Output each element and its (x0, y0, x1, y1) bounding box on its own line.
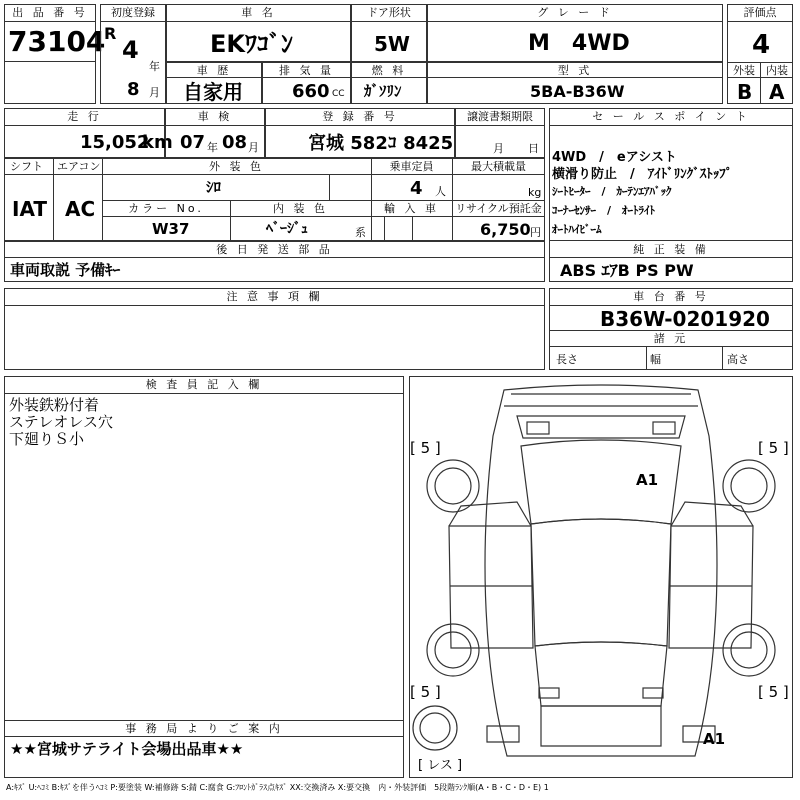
car-diagram (409, 376, 793, 778)
history-header: 車 歴 (196, 64, 232, 77)
reg-year-unit: 年 (149, 60, 160, 73)
inspection-month: 08 (222, 132, 248, 153)
legend: A:ｷｽﾞ U:ﾍｺﾐ B:ｷｽﾞを伴うﾍｺﾐ P:要塗装 W:補修跡 S:錆 C:腐食 G:ﾌﾛﾝﾄｶﾞﾗｽ点ｷｽﾞ XX:交換済み X:要交換 内・外装評価 5段階ﾗﾝｸ順(A・B・C・D・E) 1 (6, 783, 549, 792)
interior-header: 内装 (766, 64, 788, 77)
divider (4, 61, 96, 62)
max-load-header: 最大積載量 (471, 160, 526, 173)
displacement-unit: CC (332, 89, 345, 99)
spec-height: 高さ (727, 353, 749, 366)
color-header: 外 装 色 (209, 160, 264, 173)
office-message: ★★宮城サテライト会場出品車★★ (10, 740, 244, 758)
fuel-header: 燃 料 (371, 64, 407, 77)
history: 自家用 (183, 80, 243, 104)
door-type: 5W (374, 32, 410, 56)
divider (102, 216, 545, 217)
exterior-header: 外装 (733, 64, 755, 77)
deadline-header: 譲渡書類期限 (467, 110, 533, 123)
sales-point-line: ｵｰﾄﾊｲﾋﾞｰﾑ (552, 223, 602, 236)
score: 4 (752, 30, 771, 60)
divider (351, 77, 427, 78)
score-header: 評価点 (743, 6, 777, 19)
inspection-year: 07 (180, 132, 206, 153)
divider (455, 125, 545, 126)
shift: IAT (12, 197, 48, 221)
lot-number: 73104 (8, 25, 106, 58)
inspection-header: 車 検 (197, 110, 233, 123)
capacity-header: 乗車定員 (389, 160, 434, 173)
divider (351, 21, 427, 22)
divider (102, 200, 545, 201)
divider (262, 77, 351, 78)
reg-month: 8 (127, 79, 140, 100)
mileage-header: 走 行 (67, 110, 102, 123)
damage-mark-roof: A1 (636, 471, 659, 489)
divider (384, 216, 385, 241)
divider (329, 174, 330, 200)
import-header: 輸 入 車 (384, 202, 439, 215)
lot-header: 出 品 番 号 (12, 6, 88, 19)
divider (549, 346, 793, 347)
divider (4, 736, 404, 737)
plate-header: 登 録 番 号 (322, 110, 398, 123)
divider (4, 125, 165, 126)
plate-number: 宮城 582ｺ 8425 (308, 133, 454, 154)
interior-color: ﾍﾞｰｼﾞｭ (266, 221, 308, 237)
capacity: 4 (410, 178, 423, 199)
inspector-header: 検 査 員 記 入 欄 (145, 378, 263, 391)
divider (646, 346, 647, 370)
sales-points-header: セ ー ル ス ポ イ ン ト (592, 110, 750, 123)
sales-point-line: 横滑り防止 / ｱｲﾄﾞﾘﾝｸﾞｽﾄｯﾌﾟ (552, 167, 733, 182)
color: ｼﾛ (206, 178, 222, 196)
sales-point-line: ｺｰﾅｰｾﾝｻｰ / ｵｰﾄﾗｲﾄ (552, 204, 656, 217)
aircon-header: エアコン (57, 160, 101, 173)
divider (4, 305, 545, 306)
displacement-header: 排 気 量 (279, 64, 334, 77)
divider (4, 21, 96, 22)
divider (4, 393, 404, 394)
deadline-day-unit: 日 (528, 142, 539, 155)
car-name-header: 車 名 (241, 6, 276, 19)
tire-top-left: [ 5 ] (410, 439, 441, 457)
later-parts-header: 後 日 発 送 部 品 (216, 243, 333, 256)
divider (549, 125, 793, 126)
max-load-unit: kg (528, 186, 542, 199)
inspector-note: 下廻りＳ小 (9, 430, 85, 448)
divider (549, 257, 793, 258)
damage-mark-rear: A1 (703, 730, 726, 748)
divider (4, 257, 545, 258)
mileage-unit: km (142, 132, 173, 153)
tire-bottom-left: [ 5 ] (410, 683, 441, 701)
divider (53, 158, 54, 241)
inspector-note: ステレオレス穴 (9, 413, 113, 431)
tire-top-right: [ 5 ] (758, 439, 789, 457)
spare-tire-label: [ レス ] (418, 758, 463, 773)
door-header: ドア形状 (367, 6, 411, 19)
genuine-equipment-header: 純 正 装 備 (633, 243, 709, 256)
divider (265, 125, 455, 126)
capacity-unit: 人 (435, 185, 446, 198)
sales-point-line: ｼｰﾄﾋｰﾀｰ / ｶｰﾃﾝｴｱﾊﾞｯｸ (552, 185, 672, 198)
spec-length: 長さ (556, 353, 578, 366)
interior-color-unit: 系 (355, 226, 366, 239)
interior-grade: A (769, 80, 785, 104)
divider (165, 125, 265, 126)
color-no-header: カラー No. (128, 202, 204, 215)
deadline-month-unit: 月 (493, 142, 504, 155)
divider (760, 62, 761, 104)
chassis-number: B36W-0201920 (600, 307, 770, 331)
model-code: 5BA-B36W (530, 82, 625, 101)
reg-year: 4 (122, 36, 139, 64)
divider (412, 216, 413, 241)
genuine-equipment: ABS ｴｱB PS PW (560, 261, 694, 280)
chassis-header: 車 台 番 号 (633, 290, 709, 303)
notes-header: 注 意 事 項 欄 (226, 290, 323, 303)
divider (4, 720, 404, 721)
specs-header: 諸 元 (653, 332, 689, 345)
recycle-header: リサイクル預託金 (455, 202, 542, 215)
recycle-unit: 円 (530, 226, 541, 239)
era-label: R (104, 24, 117, 43)
divider (4, 174, 545, 175)
reg-month-unit: 月 (149, 86, 160, 99)
aircon: AC (65, 197, 96, 221)
color-no: W37 (152, 220, 190, 238)
spec-width: 幅 (650, 353, 661, 366)
inspection-month-unit: 月 (248, 141, 259, 154)
divider (549, 305, 793, 306)
divider (166, 21, 351, 22)
divider (727, 21, 793, 22)
divider (549, 240, 793, 241)
grade-header: グ レ ー ド (537, 6, 613, 19)
mileage: 15,052 (80, 132, 150, 153)
displacement: 660 (292, 81, 330, 102)
divider (427, 77, 723, 78)
divider (166, 77, 262, 78)
car-name: EKﾜｺﾞﾝ (210, 30, 293, 58)
interior-color-header: 内 装 色 (273, 202, 328, 215)
inspection-year-unit: 年 (207, 141, 218, 154)
sales-point-line: 4WD / eアシスト (552, 150, 677, 165)
divider (100, 21, 166, 22)
later-parts: 車両取説 予備ｷｰ (10, 261, 121, 279)
tire-bottom-right: [ 5 ] (758, 683, 789, 701)
exterior-grade: B (737, 80, 753, 104)
grade: M 4WD (528, 31, 630, 56)
first-reg-header: 初度登録 (111, 6, 155, 19)
recycle-fee: 6,750 (480, 220, 531, 239)
model-header: 型 式 (557, 64, 593, 77)
inspector-note: 外装鉄粉付着 (9, 396, 100, 414)
divider (427, 21, 723, 22)
office-header: 事 務 局 よ り ご 案 内 (125, 722, 283, 735)
fuel: ｶﾞｿﾘﾝ (364, 82, 402, 100)
divider (722, 346, 723, 370)
shift-header: シフト (10, 160, 43, 173)
